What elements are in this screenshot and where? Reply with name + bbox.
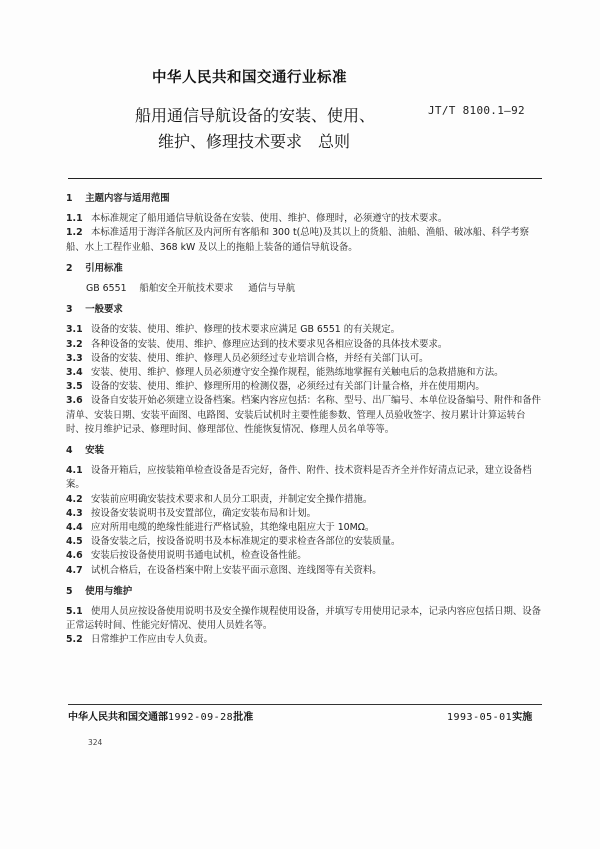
section-heading	[66, 585, 544, 599]
clause-number: 4.7	[66, 564, 83, 576]
section-number: 5	[66, 585, 73, 597]
clause-number: 3.6	[66, 395, 83, 407]
clause-number: 4.1	[66, 465, 83, 477]
document-body	[66, 192, 544, 648]
clause	[66, 605, 544, 633]
clause	[66, 549, 544, 563]
section-heading	[66, 303, 544, 317]
clause-text: 按设备安装说明书及安置部位，确定安装布局和计划。	[90, 507, 316, 519]
clause-text: 本标准适用于海洋各航区及内河所有客船和 300 t(总吨)及其以上的货船、油船、渔船、破冰船、科学考察船、水上工程作业船、368 kW 及以上的拖船上装备的通信导航设备。	[66, 227, 529, 253]
reference-subtitle: 通信与导航	[248, 283, 296, 295]
clause-number: 3.2	[66, 338, 83, 350]
effective-info	[447, 708, 532, 723]
section-heading	[66, 444, 544, 458]
section-title: 安装	[85, 445, 105, 457]
approval-label: 批准	[233, 712, 254, 723]
approval-org: 中华人民共和国交通部	[68, 712, 168, 723]
clause	[66, 380, 544, 394]
clause	[66, 521, 544, 535]
clause-number: 5.2	[66, 634, 83, 646]
clause-number: 4.6	[66, 550, 83, 562]
clause-text: 设备的安装、使用、维护、修理人员必须经过专业培训合格，并经有关部门认可。	[90, 352, 429, 364]
document-title	[135, 103, 435, 155]
clause	[66, 212, 544, 226]
clause	[66, 366, 544, 380]
clause-number: 3.5	[66, 381, 83, 393]
section-title: 引用标准	[85, 262, 123, 274]
section-title: 使用与维护	[85, 585, 133, 597]
footer-divider	[68, 704, 542, 705]
approval-date: 1992-09-28	[168, 712, 234, 723]
clause	[66, 323, 544, 337]
section-number: 4	[66, 445, 73, 457]
clause-number: 1.2	[66, 227, 83, 239]
clause-text: 试机合格后，在设备档案中附上安装平面示意图、连线图等有关资料。	[90, 564, 382, 576]
clause-number: 1.1	[66, 213, 83, 225]
effective-label: 实施	[512, 712, 533, 723]
clause	[66, 564, 544, 578]
clause-number: 4.3	[66, 507, 83, 519]
document-title-line1: 船用通信导航设备的安装、使用、	[135, 106, 376, 125]
clause-number: 3.4	[66, 367, 83, 379]
reference-title: 船舶安全开航技术要求	[139, 283, 234, 295]
standard-code: JT/T 8100.1—92	[428, 104, 525, 117]
clause-number: 5.1	[66, 606, 83, 618]
clause-number: 3.1	[66, 324, 83, 336]
section-number: 1	[66, 193, 73, 204]
reference-code: GB 6551	[86, 283, 127, 295]
page-number: 324	[88, 738, 103, 747]
clause-text: 设备的安装、使用、维护、修理所用的检测仪器，必须经过有关部门计量合格，并在使用期内。	[90, 381, 485, 393]
effective-date: 1993-05-01	[447, 712, 513, 723]
clause	[66, 394, 544, 437]
clause-number: 4.4	[66, 522, 83, 534]
clause-text: 设备开箱后，应按装箱单检查设备是否完好，备件、附件、技术资料是否齐全并作好清点记录，建立设备档案。	[66, 465, 532, 491]
section-heading	[66, 262, 544, 276]
clause-text: 安装、使用、维护、修理人员必须遵守安全操作规程，能熟练地掌握有关触电后的急救措施和方法。	[90, 367, 504, 379]
clause-number: 4.5	[66, 536, 83, 548]
header-divider	[68, 178, 542, 179]
clause-text: 使用人员应按设备使用说明书及安全操作规程使用设备，并填写专用使用记录本，记录内容应包括日期、设备正常运转时间、性能完好情况、使用人员姓名等。	[66, 606, 541, 632]
clause-text: 安装后按设备使用说明书通电试机，检查设备性能。	[90, 550, 307, 562]
clause	[66, 493, 544, 507]
clause-text: 设备安装之后，按设备说明书及本标准规定的要求检查各部位的安装质量。	[90, 536, 401, 548]
clause	[66, 535, 544, 549]
clause-text: 安装前应明确安装技术要求和人员分工职责，并制定安全操作措施。	[90, 493, 373, 505]
clause	[66, 352, 544, 366]
clause-text: 设备自安装开始必须建立设备档案。档案内容应包括：名称、型号、出厂编号、本单位设备编号、附件和备件清单、安装日期、安装平面图、电路图、安装后试机时主要性能参数、管理人员验收签字、按月累计计算运转台时、按月维护记录、修理时间、修理部位、性能恢复情况、修理人员名单等等。	[66, 395, 541, 435]
clause	[66, 633, 544, 647]
clause	[66, 226, 544, 254]
clause-text: 日常维护工作应由专人负责。	[90, 634, 213, 646]
reference-entry	[66, 282, 544, 296]
clause-text: 设备的安装、使用、维护、修理的技术要求应满足 GB 6551 的有关规定。	[90, 324, 400, 336]
section-number: 3	[66, 304, 73, 316]
clause-number: 3.3	[66, 352, 83, 364]
clause-number: 4.2	[66, 493, 83, 505]
document-title-line2: 维护、修理技术要求 总则	[158, 132, 351, 151]
section-title: 主题内容与适用范围	[85, 193, 170, 204]
clause	[66, 507, 544, 521]
clause-text: 各种设备的安装、使用、维护、修理应达到的技术要求见各相应设备的具体技术要求。	[90, 338, 448, 350]
section-heading	[66, 192, 544, 206]
clause	[66, 338, 544, 352]
clause	[66, 464, 544, 492]
section-title: 一般要求	[85, 304, 123, 316]
clause-text: 本标准规定了船用通信导航设备在安装、使用、维护、修理时，必须遵守的技术要求。	[90, 213, 448, 225]
issuing-authority-title: 中华人民共和国交通行业标准	[152, 70, 347, 86]
clause-text: 应对所用电缆的绝缘性能进行严格试验，其绝缘电阻应大于 10MΩ。	[90, 522, 375, 534]
approval-info	[68, 708, 253, 723]
section-number: 2	[66, 262, 73, 274]
